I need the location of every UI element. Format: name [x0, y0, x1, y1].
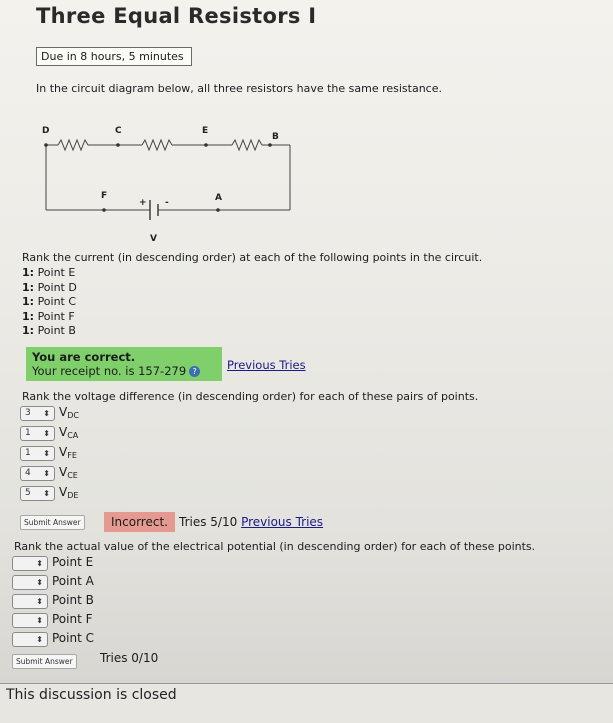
resistor-dc	[58, 140, 88, 150]
q3-rank-select[interactable]	[12, 594, 48, 609]
stepper-arrows-icon: ⬍	[36, 578, 43, 587]
stepper-arrows-icon: ⬍	[43, 449, 50, 458]
q3-rank-select[interactable]	[12, 632, 48, 647]
q3-tries: Tries 0/10	[100, 651, 159, 665]
q1-answer-row: 1: Point F	[22, 309, 75, 323]
q2-pair-label: $V_{CE}$	[59, 465, 78, 480]
node-label-a: A	[215, 193, 222, 203]
node-dot-f	[102, 208, 106, 212]
q1-previous-tries-link[interactable]: Previous Tries	[227, 358, 306, 372]
node-label-c: C	[115, 126, 122, 136]
q1-prompt: Rank the current (in descending order) at each of the following points in the circuit.	[22, 251, 483, 264]
q3-submit-button[interactable]: Submit Answer	[12, 654, 77, 669]
q2-rank-select[interactable]: 3 ⬍	[20, 406, 55, 421]
intro-text: In the circuit diagram below, all three resistors have the same resistance.	[36, 82, 442, 95]
q2-prompt: Rank the voltage difference (in descending order) for each of these pairs of points.	[22, 390, 479, 403]
q1-answer-row: 1: Point E	[22, 266, 76, 279]
q2-pair-label: $V_{CA}$	[59, 425, 79, 440]
q3-point-label: Point B	[52, 593, 94, 607]
resistor-ce	[142, 140, 172, 150]
q2-rank-select[interactable]: 1 ⬍	[20, 446, 55, 461]
q1-receipt: Your receipt no. is 157-279 ?	[32, 364, 216, 378]
battery-plus-label: +	[139, 198, 147, 208]
stepper-arrows-icon: ⬍	[36, 559, 43, 568]
q2-rank-select[interactable]: 5 ⬍	[20, 486, 55, 501]
q1-correct-feedback	[26, 347, 222, 381]
node-label-b: B	[272, 132, 279, 142]
q3-point-label: Point C	[52, 631, 94, 645]
node-dot-a	[216, 208, 220, 212]
node-dot-b	[268, 143, 272, 147]
q2-previous-tries-link[interactable]: Previous Tries	[241, 515, 324, 529]
circuit-diagram	[0, 0, 613, 250]
q1-answer-row: 1: Point C	[22, 295, 77, 309]
battery-voltage-label: V	[150, 234, 157, 244]
q3-point-label: Point E	[52, 555, 94, 569]
node-dot-d	[44, 143, 48, 147]
stepper-arrows-icon: ⬍	[36, 616, 43, 625]
q2-rank-select[interactable]: 1 ⬍	[20, 426, 55, 441]
q2-pair-label: $V_{DE}$	[59, 485, 79, 500]
q1-feedback-title: You are correct.	[32, 350, 136, 364]
q2-pair-label: $V_{FE}$	[59, 445, 77, 460]
stepper-arrows-icon: ⬍	[43, 489, 50, 498]
q3-rank-select[interactable]	[12, 556, 48, 571]
node-label-f: F	[101, 191, 108, 201]
q2-tries: Tries 5/10 Previous Tries	[179, 515, 324, 529]
stepper-arrows-icon: ⬍	[43, 409, 50, 418]
q3-point-label: Point F	[52, 612, 93, 626]
battery-minus-label: -	[165, 198, 169, 208]
q1-answer-row: 1: Point D	[22, 280, 77, 294]
stepper-arrows-icon: ⬍	[43, 469, 50, 478]
help-icon[interactable]: ?	[189, 366, 200, 377]
stepper-arrows-icon: ⬍	[36, 597, 43, 606]
q3-rank-select[interactable]	[12, 613, 48, 628]
page-title: Three Equal Resistors I	[36, 4, 317, 28]
q1-answer-row: 1: Point B	[22, 324, 76, 338]
q3-rank-select[interactable]	[12, 575, 48, 590]
q1-answer-list	[22, 266, 77, 339]
discussion-closed-banner: This discussion is closed	[0, 683, 613, 723]
q3-prompt: Rank the actual value of the electrical potential (in descending order) for each of these points.	[14, 540, 536, 553]
q2-rank-select[interactable]: 4 ⬍	[20, 466, 55, 481]
q2-submit-button[interactable]: Submit Answer	[20, 515, 85, 530]
q3-point-label: Point A	[52, 574, 94, 588]
node-label-d: D	[42, 126, 50, 136]
due-date-badge: Due in 8 hours, 5 minutes	[36, 47, 192, 66]
q2-pair-label: $V_{DC}$	[59, 405, 79, 420]
node-dot-e	[204, 143, 208, 147]
node-label-e: E	[202, 126, 209, 136]
stepper-arrows-icon: ⬍	[43, 429, 50, 438]
stepper-arrows-icon: ⬍	[36, 635, 43, 644]
resistor-eb	[232, 140, 262, 150]
q2-incorrect-badge: Incorrect.	[104, 512, 175, 532]
node-dot-c	[116, 143, 120, 147]
